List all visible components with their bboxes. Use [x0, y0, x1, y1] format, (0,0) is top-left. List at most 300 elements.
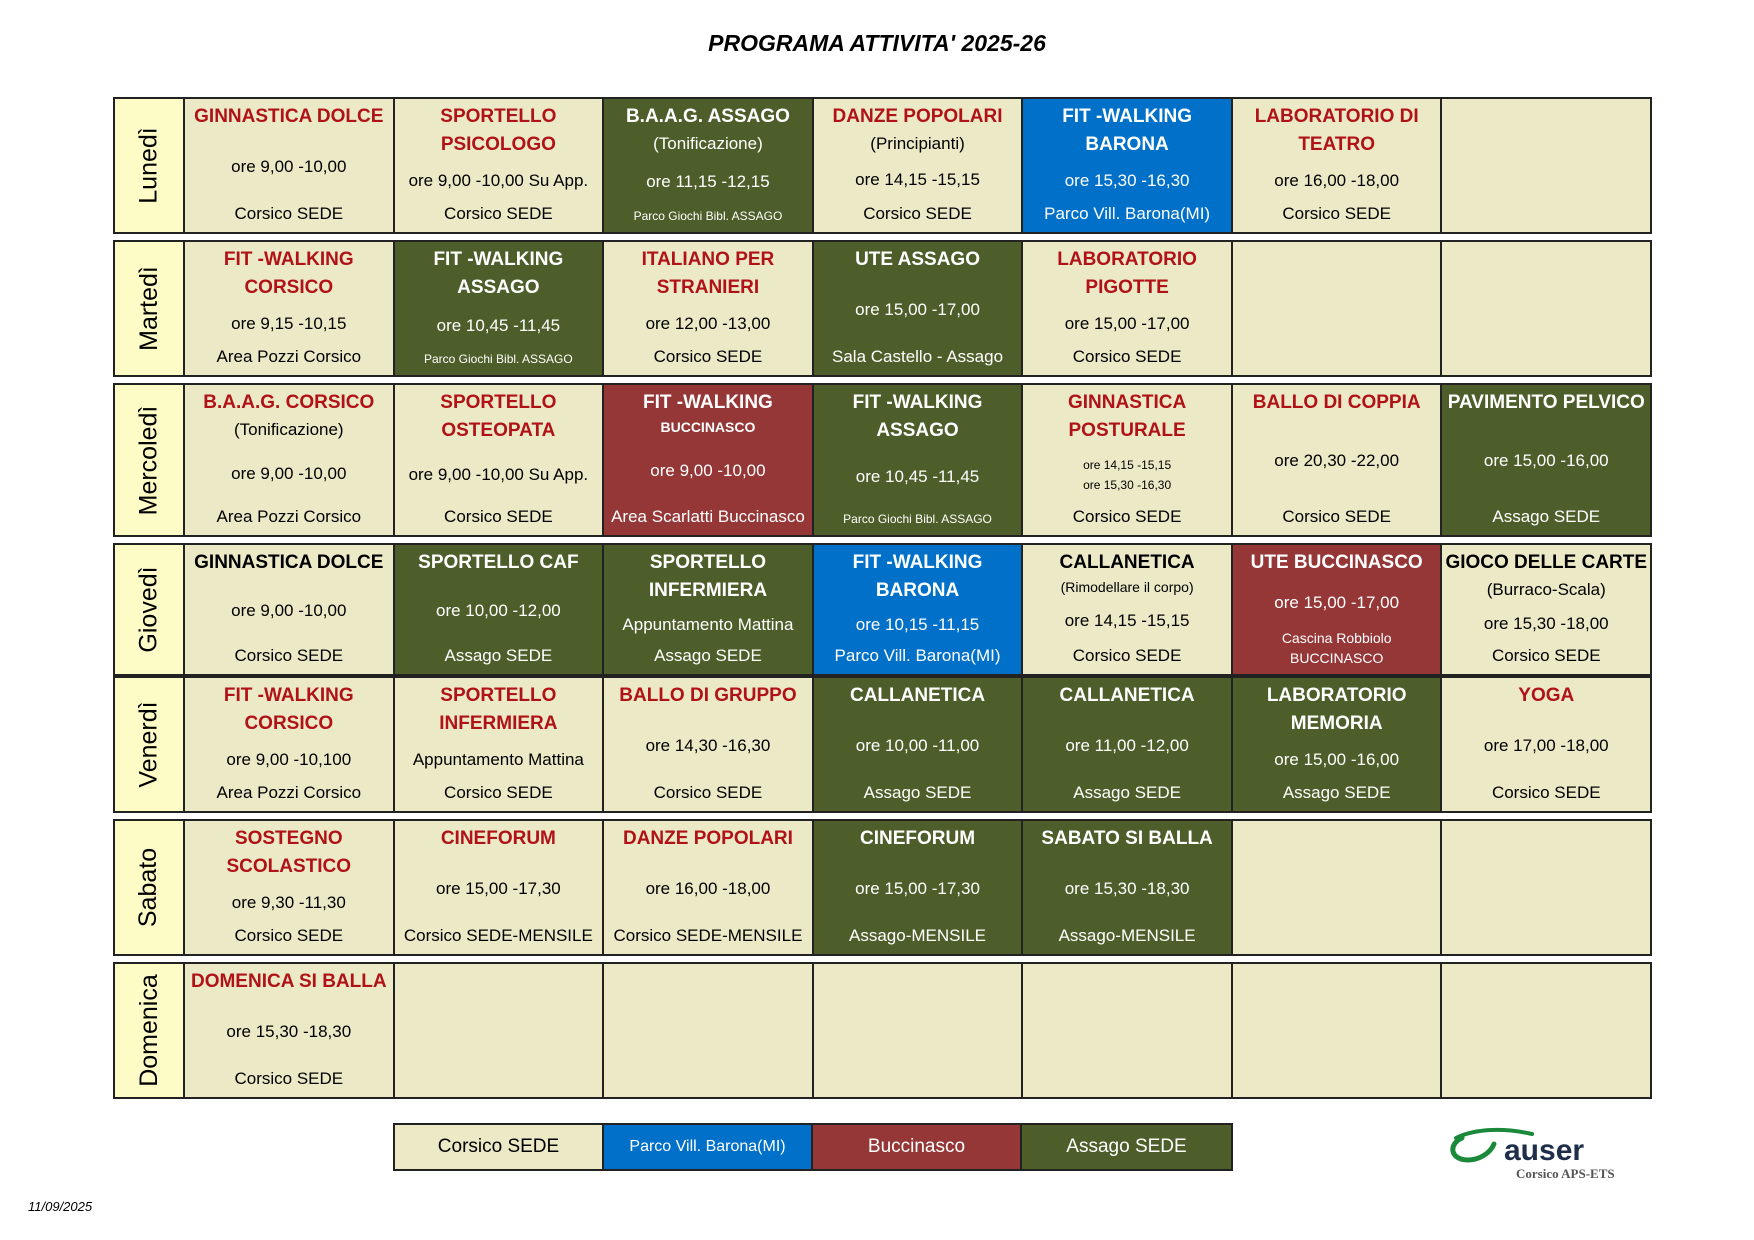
activity-location-group [445, 644, 553, 668]
activity-header [440, 389, 556, 445]
activity-title: SOSTEGNO [234, 828, 343, 849]
activity-header [203, 389, 374, 443]
activity-location: Corsico SEDE [1072, 507, 1182, 526]
activity-times [646, 734, 771, 758]
activity-header [1448, 389, 1645, 417]
activity-times [436, 599, 561, 623]
activity-times [1065, 312, 1190, 336]
activity-cell [814, 385, 1024, 535]
activity-title: PIGOTTE [1085, 277, 1169, 298]
activity-header [643, 389, 773, 437]
day-name: Sabato [134, 847, 163, 928]
day-row-6 [113, 819, 1652, 956]
activity-location: Assago SEDE [444, 646, 553, 665]
activity-cell [604, 99, 814, 232]
activity-time: ore 15,00 -16,00 [1483, 451, 1609, 470]
activity-time: ore 20,30 -22,00 [1274, 451, 1400, 470]
activity-subtitle: (Burraco-Scala) [1486, 580, 1606, 599]
activity-location-group [1073, 345, 1182, 369]
activity-title: BARONA [1085, 134, 1169, 155]
activity-location: Corsico SEDE [653, 783, 763, 802]
day-name: Mercoledì [134, 405, 163, 515]
activity-cell [1233, 678, 1443, 811]
day-name: Martedì [134, 266, 163, 351]
activity-time: ore 10,45 -11,45 [436, 315, 561, 335]
empty-cell [1442, 964, 1650, 1097]
activity-header [227, 825, 352, 881]
legend-item: Parco Vill. Barona(MI) [604, 1125, 813, 1169]
activity-title: INFERMIERA [439, 713, 558, 734]
activity-cell [185, 242, 395, 375]
auser-logo [1446, 1118, 1636, 1184]
activity-time: ore 10,00 -11,00 [855, 735, 980, 755]
activity-times [1274, 748, 1399, 772]
activity-location-group [835, 644, 1001, 668]
activity-location-group [234, 1067, 343, 1091]
activity-location: Assago SEDE [1073, 783, 1181, 802]
activity-location: Area Scarlatti Buccinasco [611, 507, 805, 526]
activity-cell [185, 821, 395, 954]
activity-header [194, 103, 383, 131]
activity-cell [1023, 821, 1233, 954]
activity-subtitle: BUCCINASCO [660, 419, 756, 435]
activity-time: ore 15,30 -18,30 [1064, 878, 1190, 898]
activity-location: Parco Vill. Barona(MI) [834, 646, 1001, 665]
activity-header [1253, 389, 1421, 417]
activity-times [856, 734, 980, 758]
activity-title: FIT -WALKING [223, 685, 354, 706]
activity-title: TEATRO [1298, 134, 1376, 155]
activity-title: SPORTELLO CAF [418, 552, 579, 573]
activity-header [1062, 103, 1192, 159]
activity-location-group [1282, 628, 1392, 668]
activity-title: GIOCO DELLE CARTE [1445, 552, 1648, 573]
day-name: Venerdì [134, 701, 163, 788]
activity-header [224, 682, 354, 738]
activity-header [1060, 549, 1195, 597]
activity-location: Corsico SEDE [444, 204, 553, 223]
activity-times [409, 463, 589, 487]
activity-title: FIT -WALKING [852, 552, 983, 573]
location-legend [393, 1123, 1233, 1171]
activity-title: DANZE POPOLARI [622, 828, 793, 849]
activity-header [440, 103, 556, 159]
activity-time: ore 11,15 -12,15 [646, 171, 770, 191]
activity-time: ore 9,00 -10,00 [650, 461, 766, 480]
legend-item: Buccinasco [813, 1125, 1022, 1169]
activity-title: POSTURALE [1068, 420, 1186, 441]
activity-cell [1233, 385, 1443, 535]
activity-times [1065, 609, 1190, 633]
activity-time: ore 9,00 -10,00 Su App. [408, 465, 589, 484]
activity-location: Parco Giochi Bibl. ASSAGO [424, 352, 573, 366]
empty-cell [1442, 99, 1650, 232]
empty-cell [1442, 242, 1650, 375]
activity-title: SCOLASTICO [226, 856, 352, 877]
activity-title: CINEFORUM [440, 828, 556, 849]
day-label [115, 545, 185, 674]
activity-header [1518, 682, 1574, 710]
activity-times [232, 891, 346, 915]
activity-cell [185, 99, 395, 232]
activity-cell [395, 678, 605, 811]
activity-header [853, 549, 983, 605]
activity-location: Corsico SEDE-MENSILE [613, 926, 803, 945]
activity-header [224, 246, 354, 302]
activity-title: FIT -WALKING [223, 249, 354, 270]
activity-times [856, 465, 980, 489]
activity-times [1484, 612, 1609, 636]
empty-cell [604, 964, 814, 1097]
activity-time: ore 9,00 -10,100 [226, 749, 352, 769]
activity-time: ore 12,00 -13,00 [645, 313, 771, 333]
activity-location-group [611, 505, 805, 529]
activity-location: Corsico SEDE [234, 926, 344, 945]
activity-cell [1442, 678, 1650, 811]
activity-cell [1442, 545, 1650, 674]
activity-title: DANZE POPOLARI [832, 106, 1003, 127]
activity-location-group [1073, 644, 1182, 668]
activity-location-group [424, 349, 573, 369]
activity-cell [1023, 678, 1233, 811]
activity-title: MEMORIA [1290, 713, 1383, 734]
activity-cell [1023, 99, 1233, 232]
activity-location: Corsico SEDE-MENSILE [403, 926, 593, 945]
activity-location: Assago SEDE [1282, 783, 1391, 802]
activity-title: CALLANETICA [849, 685, 986, 706]
activity-header [860, 825, 975, 853]
activity-title: FIT -WALKING [643, 392, 773, 413]
activity-cell [1023, 242, 1233, 375]
activity-times [1065, 877, 1190, 901]
activity-time: ore 15,00 -17,00 [855, 299, 980, 319]
activity-header [1057, 246, 1197, 302]
activity-title: STRANIERI [656, 277, 760, 298]
empty-cell [1233, 964, 1443, 1097]
activity-location-group [1283, 781, 1391, 805]
activity-times [650, 459, 765, 483]
activity-location: Parco Giochi Bibl. ASSAGO [633, 209, 783, 223]
activity-title: SPORTELLO [440, 392, 557, 413]
activity-times [226, 1020, 351, 1044]
logo-name: auser [1504, 1134, 1585, 1167]
activity-time: ore 15,30 -18,30 [226, 1021, 352, 1041]
activity-title: PAVIMENTO PELVICO [1447, 392, 1645, 413]
activity-cell [395, 545, 605, 674]
activity-times [231, 599, 346, 623]
activity-cell [814, 821, 1024, 954]
activity-times [1484, 734, 1609, 758]
activity-location: Corsico SEDE [1282, 507, 1391, 526]
activity-location: Assago-MENSILE [849, 926, 987, 945]
activity-title: DOMENICA SI BALLA [190, 971, 387, 992]
activity-times [1083, 455, 1171, 495]
activity-location: Parco Vill. Barona(MI) [1044, 204, 1211, 223]
activity-cell [395, 821, 605, 954]
activity-location-group [634, 206, 783, 226]
activity-time: ore 14,15 -15,15 [1083, 458, 1172, 472]
activity-location-group [234, 644, 343, 668]
activity-location-group [404, 924, 593, 948]
activity-subtitle: (Rimodellare il corpo) [1060, 579, 1194, 595]
activity-cell [185, 545, 395, 674]
activity-time: ore 9,00 -10,00 [231, 156, 347, 176]
activity-title: PSICOLOGO [440, 134, 556, 155]
activity-title: UTE ASSAGO [855, 249, 980, 270]
activity-cell [814, 545, 1024, 674]
activity-title: GINNASTICA [1067, 392, 1187, 413]
activity-header [433, 246, 563, 302]
activity-title: FIT -WALKING [852, 392, 983, 413]
activity-location-group [843, 509, 992, 529]
activity-title: FIT -WALKING [1062, 106, 1192, 127]
activity-title: CORSICO [244, 713, 334, 734]
activity-subtitle: (Principianti) [870, 134, 965, 153]
activity-cell [185, 678, 395, 811]
empty-cell [395, 964, 605, 1097]
activity-time: ore 9,30 -11,30 [231, 892, 346, 912]
day-label [115, 678, 185, 811]
activity-location: Corsico SEDE [653, 347, 763, 366]
activity-time: ore 16,00 -18,00 [1274, 170, 1400, 190]
activity-location-group [832, 345, 1003, 369]
legend-item: Assago SEDE [1022, 1125, 1231, 1169]
activity-location-group [863, 202, 972, 226]
page-title: PROGRAMA ATTIVITA' 2025-26 [708, 30, 1046, 56]
activity-header [191, 968, 387, 996]
activity-time: ore 17,00 -18,00 [1483, 735, 1609, 755]
activity-time: ore 15,00 -17,00 [1064, 313, 1190, 333]
day-row-5 [113, 676, 1652, 813]
activity-cell [604, 545, 814, 674]
activity-title: LABORATORIO [1266, 685, 1407, 706]
empty-cell [1233, 242, 1443, 375]
activity-header [1267, 682, 1407, 738]
day-name: Domenica [134, 974, 163, 1087]
activity-header [649, 549, 767, 605]
activity-title: INFERMIERA [648, 580, 768, 601]
activity-location-group [864, 781, 972, 805]
activity-location-group [1073, 505, 1182, 529]
activity-location-group [234, 202, 343, 226]
activity-title: ASSAGO [876, 420, 959, 441]
activity-cell [185, 385, 395, 535]
activity-cell [1442, 385, 1650, 535]
activity-location: Sala Castello - Assago [832, 347, 1004, 366]
activity-header [642, 246, 775, 302]
activity-time: Appuntamento Mattina [412, 749, 584, 769]
activity-title: LABORATORIO DI [1254, 106, 1419, 127]
activity-time: ore 16,00 -18,00 [645, 878, 771, 898]
activity-times [1274, 449, 1399, 473]
day-name: Giovedì [134, 566, 163, 653]
activity-cell [814, 678, 1024, 811]
activity-location: Corsico SEDE [444, 783, 553, 802]
activity-header [833, 103, 1003, 157]
activity-times [855, 298, 980, 322]
activity-title: BARONA [875, 580, 960, 601]
activity-header [1445, 549, 1647, 603]
activity-cell [1023, 545, 1233, 674]
activity-time: ore 9,00 -10,00 [231, 600, 347, 620]
activity-title: UTE BUCCINASCO [1250, 552, 1423, 573]
activity-cell [814, 99, 1024, 232]
activity-time: ore 15,00 -17,30 [435, 878, 561, 898]
activity-times [231, 462, 346, 486]
activity-cell [1023, 385, 1233, 535]
activity-location-group [1282, 505, 1391, 529]
activity-times [413, 748, 584, 772]
activity-times [1484, 449, 1609, 473]
activity-title: B.A.A.G. CORSICO [203, 392, 375, 413]
activity-times [856, 613, 980, 637]
activity-title: SPORTELLO [649, 552, 766, 573]
activity-times [1065, 734, 1189, 758]
activity-location: Corsico SEDE [234, 1069, 344, 1088]
activity-location: Corsico SEDE [1491, 783, 1601, 802]
activity-header [619, 682, 796, 710]
activity-header [850, 682, 985, 710]
activity-times [622, 613, 793, 637]
activity-times [646, 877, 771, 901]
activity-time: ore 9,15 -10,15 [231, 313, 347, 333]
activity-title: B.A.A.G. ASSAGO [625, 106, 790, 127]
activity-time: ore 14,15 -15,15 [1064, 610, 1190, 630]
activity-times [855, 168, 980, 192]
activity-location-group [654, 345, 763, 369]
activity-location: Corsico SEDE [444, 507, 553, 526]
activity-times [1274, 591, 1399, 615]
activity-location-group [1073, 781, 1181, 805]
activity-time: ore 10,15 -11,15 [855, 614, 980, 634]
activity-cell [604, 385, 814, 535]
activity-location: BUCCINASCO [1290, 650, 1384, 666]
activity-cell [395, 385, 605, 535]
activity-time: ore 10,00 -12,00 [435, 600, 561, 620]
activity-location: Corsico SEDE [1491, 646, 1601, 665]
activity-title: LABORATORIO [1057, 249, 1197, 270]
day-row-3 [113, 383, 1652, 537]
activity-time: ore 9,00 -10,00 [231, 464, 347, 483]
activity-times [646, 312, 771, 336]
activity-time: ore 14,30 -16,30 [645, 735, 771, 755]
activity-title: CORSICO [244, 277, 334, 298]
activity-title: OSTEOPATA [441, 420, 556, 441]
day-label [115, 99, 185, 232]
activity-location: Corsico SEDE [1072, 347, 1182, 366]
activity-title: BALLO DI COPPIA [1252, 392, 1421, 413]
activity-location: Corsico SEDE [1282, 204, 1391, 223]
activity-time: ore 15,30 -18,00 [1483, 613, 1609, 633]
activity-title: FIT -WALKING [433, 249, 564, 270]
activity-cell [814, 242, 1024, 375]
activity-location-group [1044, 202, 1210, 226]
activity-location-group [234, 924, 343, 948]
activity-header [418, 549, 578, 577]
activity-location-group [444, 505, 553, 529]
activity-times [436, 877, 561, 901]
day-label [115, 821, 185, 954]
activity-header [439, 682, 557, 738]
day-row-1 [113, 97, 1652, 234]
activity-title: CALLANETICA [1059, 552, 1195, 573]
activity-cell [395, 242, 605, 375]
activity-header [855, 246, 980, 274]
activity-times [231, 155, 346, 179]
activity-location-group [217, 345, 362, 369]
activity-times [1274, 169, 1399, 193]
activity-location-group [1492, 505, 1600, 529]
activity-cell [395, 99, 605, 232]
activity-title: SABATO SI BALLA [1041, 828, 1213, 849]
activity-location-group [444, 781, 553, 805]
day-label [115, 964, 185, 1097]
activity-time: ore 10,45 -11,45 [855, 467, 980, 486]
activity-location: Area Pozzi Corsico [216, 783, 362, 802]
empty-cell [1442, 821, 1650, 954]
activity-title: SPORTELLO [440, 106, 557, 127]
activity-header [1255, 103, 1419, 159]
empty-cell [814, 964, 1024, 1097]
activity-title: ASSAGO [457, 277, 540, 298]
activity-times [409, 169, 589, 193]
activity-cell [1233, 99, 1443, 232]
activity-subtitle: (Tonificazione) [653, 134, 763, 153]
activity-location: Parco Giochi Bibl. ASSAGO [843, 512, 992, 526]
empty-cell [1023, 964, 1233, 1097]
day-label [115, 385, 185, 535]
activity-times [855, 877, 980, 901]
activity-location-group [849, 924, 986, 948]
activity-time: ore 11,00 -12,00 [1065, 735, 1189, 755]
activity-times [231, 312, 346, 336]
day-row-2 [113, 240, 1652, 377]
activity-time: ore 15,00 -17,00 [1274, 592, 1400, 612]
activity-title: CINEFORUM [859, 828, 976, 849]
activity-location: Corsico SEDE [234, 646, 344, 665]
activity-cell [1233, 545, 1443, 674]
activity-title: YOGA [1518, 685, 1575, 706]
day-row-7 [113, 962, 1652, 1099]
logo-subtitle: Corsico APS-ETS [1516, 1166, 1615, 1181]
day-label [115, 242, 185, 375]
activity-location-group [613, 924, 802, 948]
activity-location-group [654, 781, 763, 805]
activity-cell [604, 678, 814, 811]
activity-header [1060, 682, 1195, 710]
legend-item: Corsico SEDE [395, 1125, 604, 1169]
activity-location: Assago SEDE [863, 783, 972, 802]
activity-time: ore 15,30 -16,30 [1064, 170, 1190, 190]
activity-time: ore 15,00 -17,30 [855, 878, 980, 898]
activity-time: ore 9,00 -10,00 Su App. [408, 170, 589, 190]
activity-header [623, 825, 793, 853]
activity-location-group [444, 202, 553, 226]
activity-location-group [217, 781, 362, 805]
day-name: Lunedì [134, 127, 163, 204]
activity-header [626, 103, 790, 157]
activity-title: ITALIANO PER [641, 249, 775, 270]
activity-location-group [1492, 644, 1601, 668]
activity-location-group [654, 644, 762, 668]
activity-cell [604, 242, 814, 375]
activity-times [646, 170, 770, 194]
activity-cell [604, 821, 814, 954]
activity-subtitle: (Tonificazione) [233, 420, 344, 439]
activity-title: SPORTELLO [440, 685, 557, 706]
activity-time: ore 14,15 -15,15 [855, 169, 980, 189]
activity-location: Corsico SEDE [863, 204, 972, 223]
